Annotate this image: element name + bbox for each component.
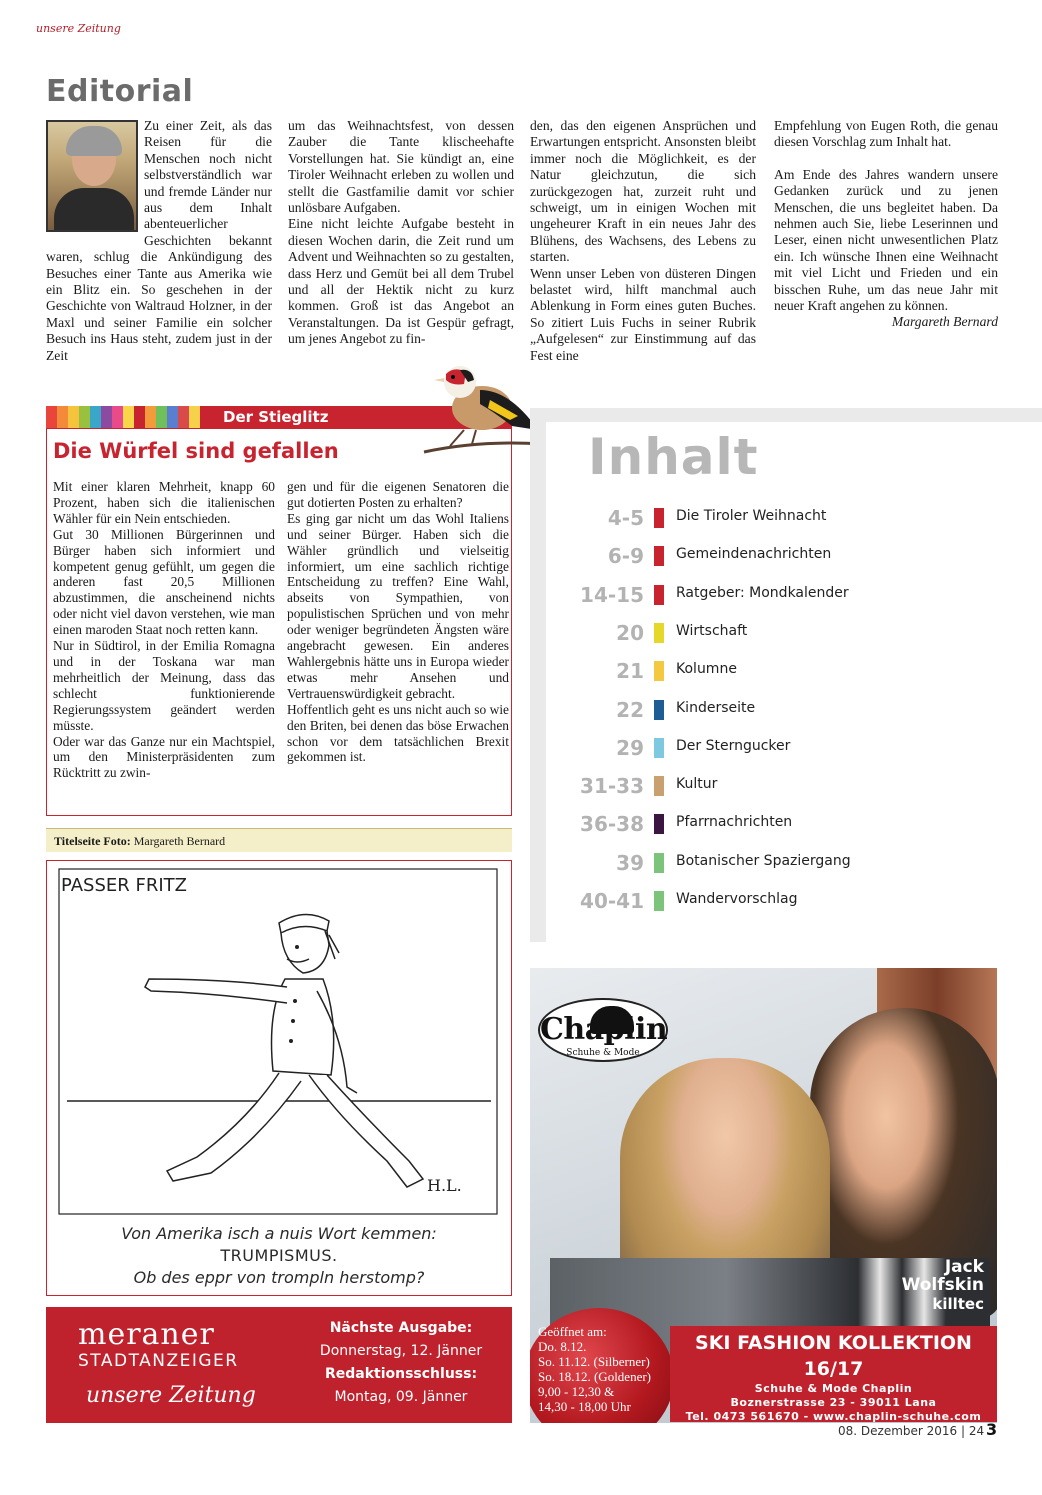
toc-pages: 4-5 [607, 506, 644, 530]
toc-label: Die Tiroler Weihnacht [676, 508, 827, 524]
ad-contact: Tel. 0473 561670 - www.chaplin-schuhe.com [685, 1410, 982, 1423]
stieglitz-para: Gut 30 Millionen Bürgerinnen und Bürger haben sich informiert und kompetent genug gefühlt, um gegen die anderen fast 20,5 Millionen abzustimmen, die anscheinend nichts oder nicht viel davon verstehen, wie man einen maroden Staat noch retten kann. [53, 526, 275, 638]
ad-headline: SKI FASHION KOLLEKTION 16/17 [695, 1332, 972, 1380]
editorial-text-4a: Empfehlung von Eugen Roth, die genau diesen Vorschlag zum Inhalt hat. [774, 118, 998, 150]
stripe [79, 406, 90, 428]
toc-item[interactable] [560, 812, 1030, 836]
cartoon-box [46, 860, 512, 1296]
ad-shop-name: Schuhe & Mode Chaplin [754, 1382, 913, 1395]
meraner-logo: meraner [78, 1317, 215, 1352]
toc-pages: 6-9 [607, 544, 644, 569]
toc-item[interactable] [560, 698, 1030, 722]
chaplin-brand: Chaplin [540, 1012, 668, 1047]
jw-line-1: Jack [944, 1257, 984, 1277]
toc-label: Ratgeber: Mondkalender [676, 584, 849, 601]
editorial-column-2 [288, 118, 514, 348]
toc-pages: 39 [616, 850, 644, 875]
toc-label: Wandervorschlag [676, 891, 798, 907]
opening-line: So. 18.12. (Goldener) [538, 1369, 652, 1384]
toc-item[interactable] [560, 774, 1030, 798]
stripe [189, 406, 200, 428]
next-issue-date: Donnerstag, 12. Jänner [319, 1343, 483, 1359]
issue-number: 24 [968, 1424, 985, 1438]
toc-item[interactable] [560, 583, 1030, 607]
next-issue-label: Nächste Ausgabe: [329, 1320, 473, 1336]
stripe [57, 406, 68, 428]
stripe [200, 406, 211, 428]
credit-name: Margareth Bernard [133, 834, 226, 848]
stieglitz-para: Oder war das Ganze nur ein Machtspiel, um den Ministerpräsidenten zum Rücktritt zu zwin- [53, 733, 275, 781]
toc-item[interactable] [560, 621, 1030, 645]
editorial-text-3a: den, das den eigenen Ansprüchen und Erwartungen entspricht. Ansonsten bleibt immer noch die Möglichkeit, es der Natur gleichzutun, die sich zurückgezogen hat, zurzeit ruht und schweigt, um in einigen Wochen mit ungeheurer Kraft in ein neues Jahr des Blühens, des Wachsens, des Lebens zu starten. [530, 118, 756, 265]
toc-label: Der Sterngucker [676, 737, 791, 754]
page-number: 3 [986, 1420, 998, 1439]
editorial-text-4b: Am Ende des Jahres wandern unsere Gedanken zurück und zu jenen Menschen, die uns begleitet haben. Da nehmen auch Sie, liebe Leserinnen und Leser, einen nicht unwesentlichen Platz ein. Ich wünsche Ihnen eine Weihnacht mit viel Licht und Frieden und ein bisschen Ruhe, um das neue Jahr mit neuer Kraft angehen zu können. [774, 166, 998, 314]
chaplin-advertisement[interactable] [530, 968, 997, 1423]
inhalt-title: Inhalt [588, 428, 759, 486]
toc-label: Botanischer Spaziergang [676, 852, 851, 869]
cartoon-drawing [47, 861, 513, 1221]
next-issue-info [296, 1317, 506, 1409]
cover-photo-credit [46, 828, 512, 852]
stieglitz-column-2 [287, 479, 509, 765]
toc-label: Pfarrnachrichten [676, 814, 793, 831]
stieglitz-title: Die Würfel sind gefallen [53, 439, 339, 463]
editorial-text-2a: um das Weihnachtsfest, von dessen Zauber die Tante klischeehafte Vorstellungen hat. Sie kündigt an, eine Tiroler Weihnacht erleben zu wollen und stellt die Gastfamilie damit vor schier unlösbare Aufgaben. [288, 118, 514, 216]
opening-line: 14,30 - 18,00 Uhr [538, 1399, 631, 1414]
chaplin-logo [538, 998, 668, 1062]
stieglitz-para: Hoffentlich geht es uns nicht auch so wie den Briten, bei denen das böse Erwachen schon vor dem tatsächlichen Brexit gekommen ist. [287, 701, 509, 765]
stripe [167, 406, 178, 428]
toc-pages: 22 [616, 697, 644, 722]
stripe [46, 406, 57, 428]
toc-color-marker [654, 700, 664, 720]
toc-color-marker [654, 546, 664, 566]
stieglitz-para: Es ging gar nicht um das Wohl Italiens und seiner Bürger. Haben sich die Wähler gründlich und vielseitig informiert, um eine sachlich richtige Entscheidung zu treffen? Eine Wahl, abseits von Sympathien, von populistischen Sprüchen und von mehr oder weniger begründeten Ängsten wäre angebracht gewesen. Ein anderes Wahlergebnis hätte uns in Europa wieder etwas mehr Ansehen und Vertrauenswürdigkeit gebracht. [287, 510, 509, 701]
editorial-text-3b: Wenn unser Leben von düsteren Dingen belastet wird, hilft manchmal auch Ablenkung in Form eines guten Buches. So zitiert Luis Fuchs in seiner Rubrik „Aufgelesen“ zur Einstimmung auf das Fest eine [530, 265, 756, 363]
editorial-text-1: Zu einer Zeit, als das Reisen für die Menschen noch nicht selbstverständlich war und fremde Länder nur aus dem Inhalt abenteuerlicher Geschichten bekannt waren, schlug die Ankündigung des Besuches einer Tante aus Amerika wie ein Blitz ein. So geschehen in der Geschichte von Waltraud Holzner, in der Maxl und seiner Familie ein solcher Besuch ins Haus steht, zudem just in der Zeit [46, 118, 272, 363]
toc-label: Gemeindenachrichten [676, 546, 832, 563]
opening-label: Geöffnet am: [538, 1324, 607, 1339]
stripe [145, 406, 156, 428]
stripe [178, 406, 189, 428]
meraner-logo-tagline: unsere Zeitung [86, 1383, 256, 1408]
toc-pages: 20 [616, 620, 644, 645]
opening-hours [538, 1324, 668, 1414]
toc-label: Kinderseite [676, 699, 756, 716]
editorial-text-2b: Eine nicht leichte Aufgabe besteht in diesen Wochen darin, die Zeit rund um Advent und Weihnachten so zu gestalten, dass Herz und Gemüt bei all dem Trubel und all der Hektik nicht zu kurz kommen. Groß ist das Angebot an Veranstaltungen. Da ist Gespür gefragt, um jenes Angebot zu fin- [288, 216, 514, 347]
cartoon-title: PASSER FRITZ [61, 875, 187, 896]
stieglitz-stripes [46, 406, 211, 428]
toc-color-marker [654, 661, 664, 681]
toc-color-marker [654, 508, 664, 528]
cartoon-caption-2: TRUMPISMUS. [220, 1246, 338, 1265]
cartoon-caption-3: Ob des eppr von trompln herstomp? [133, 1268, 425, 1287]
toc-color-marker [654, 853, 664, 873]
stieglitz-para: Nur in Südtirol, in der Emilia Romagna und in der Toskana war man mehrheitlich der Meinung, dass das schlecht funktionierende Regierungssystem geändert werden müsste. [53, 638, 275, 733]
toc-pages: 21 [616, 659, 644, 684]
stripe [112, 406, 123, 428]
toc-color-marker [654, 738, 664, 758]
opening-line: Do. 8.12. [538, 1339, 587, 1354]
editorial-column-3 [530, 118, 756, 364]
ad-info-bar [670, 1326, 997, 1422]
masthead-small: unsere Zeitung [36, 22, 121, 35]
deadline-label: Redaktionsschluss: [324, 1366, 478, 1382]
toc-item[interactable] [560, 851, 1030, 875]
killtec-logo: killtec [932, 1295, 984, 1313]
cartoon-caption-1: Von Amerika isch a nuis Wort kemmen: [121, 1224, 437, 1243]
stripe [90, 406, 101, 428]
stieglitz-label: Der Stieglitz [211, 406, 512, 428]
toc-color-marker [654, 814, 664, 834]
toc-item[interactable] [560, 736, 1030, 760]
toc-color-marker [654, 891, 664, 911]
stripe [156, 406, 167, 428]
ad-address: Boznerstrasse 23 - 39011 Lana [730, 1396, 937, 1409]
toc-color-marker [654, 776, 664, 796]
meraner-logo-sub: STADTANZEIGER [78, 1351, 239, 1371]
toc-pages: 40-41 [580, 889, 644, 913]
credit-label: Titelseite Foto: [54, 834, 131, 848]
toc-item[interactable] [560, 506, 1030, 530]
stripe [68, 406, 79, 428]
meraner-banner [46, 1307, 512, 1423]
toc-label: Kultur [676, 776, 718, 793]
author-photo [46, 120, 138, 232]
stieglitz-box [46, 428, 512, 816]
toc-pages: 14-15 [580, 582, 644, 607]
opening-line: So. 11.12. (Silberner) [538, 1354, 650, 1369]
stripe [134, 406, 145, 428]
stieglitz-column-1 [53, 479, 275, 781]
cartoon-signature: H.L. [427, 1176, 462, 1195]
jw-line-2: Wolfskin [901, 1275, 984, 1295]
deadline-date: Montag, 09. Jänner [334, 1389, 468, 1405]
editorial-signature: Margareth Bernard [891, 314, 998, 330]
editorial-column-4 [774, 118, 998, 331]
stieglitz-para: Mit einer klaren Mehrheit, knapp 60 Prozent, haben sich die italienischen Wähler für ein Nein entschieden. [53, 479, 275, 526]
toc-color-marker [654, 585, 664, 605]
jack-wolfskin-logo [890, 1258, 984, 1314]
stieglitz-para: gen und für die eigenen Senatoren die gut dotierten Posten zu erhalten? [287, 479, 509, 510]
toc-item[interactable] [560, 544, 1030, 568]
stripe [101, 406, 112, 428]
toc-label: Kolumne [676, 661, 737, 678]
toc-pages: 29 [616, 735, 644, 760]
toc-color-marker [654, 623, 664, 643]
footer-date: 08. Dezember 2016 | 24 [838, 1424, 985, 1438]
toc-pages: 31-33 [580, 774, 644, 799]
toc-item[interactable] [560, 659, 1030, 683]
stripe [123, 406, 134, 428]
chaplin-brand-sub: Schuhe & Mode [566, 1048, 640, 1058]
issue-date: 08. Dezember 2016 [838, 1424, 958, 1438]
toc-pages: 36-38 [580, 812, 644, 837]
opening-line: 9,00 - 12,30 & [538, 1384, 615, 1399]
editorial-title: Editorial [46, 74, 194, 109]
toc-label: Wirtschaft [676, 622, 748, 639]
toc-item[interactable] [560, 889, 1030, 913]
